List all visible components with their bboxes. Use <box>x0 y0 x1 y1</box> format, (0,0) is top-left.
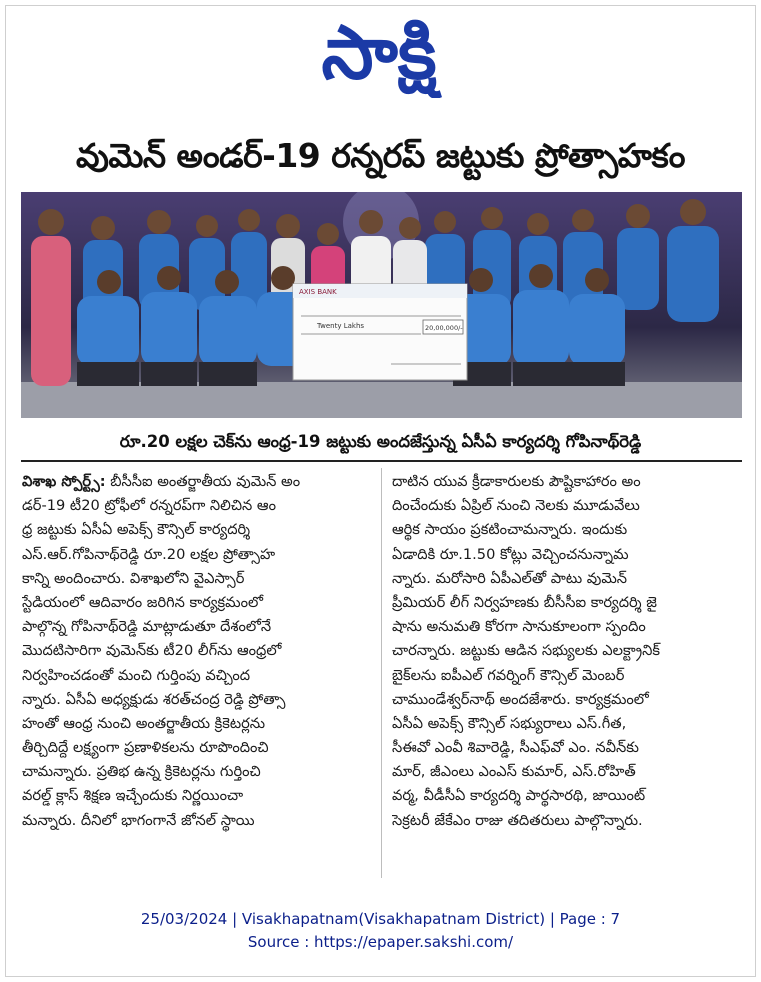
article-column-left <box>22 470 374 833</box>
column-line: కాన్ని అందించారు. విశాఖలోని వైఎస్సార్ <box>22 569 245 587</box>
cheque-amount-figures: 20,00,000/- <box>425 324 463 332</box>
column-line: మొదటిసారిగా వుమెన్‌కు టీ20 లీగ్‌ను ఆంధ్రలో <box>22 642 282 660</box>
column-line: తీర్చిదిద్దే లక్ష్యంగా ప్రణాళికలను రూపొందించి <box>22 739 269 757</box>
column-line: ప్రీమియర్ లీగ్ నిర్వహణకు బీసీసీఐ కార్యదర్శి జై <box>392 593 657 611</box>
cheque <box>293 284 467 380</box>
column-line: మార్, జీఎంలు ఎంఎస్ కుమార్, ఎస్.రోహిత్ <box>392 763 636 781</box>
svg-text:సాక్షి: సాక్షి <box>321 12 437 96</box>
cheque-bank: AXIS BANK <box>299 288 337 296</box>
column-line: ఆర్థిక సాయం ప్రకటించామన్నారు. ఇందుకు <box>392 521 628 539</box>
text: వుమెన్ అండర్-19 రన్నరప్ జట్టుకు ప్రోత్సాహకం <box>76 136 685 175</box>
footer-source[interactable]: Source : https://epaper.sakshi.com/ <box>247 933 514 951</box>
column-line: చామన్నారు. ప్రతిభ ఉన్న క్రికెటర్లను గుర్తించి <box>22 763 261 781</box>
column-line: ఏడాదికి రూ.1.50 కోట్లు వెచ్చించనున్నామ <box>392 545 629 563</box>
column-line: దించేందుకు ఏప్రిల్ నుంచి నెలకు మూడువేలు <box>392 497 640 515</box>
text: రూ.20 లక్షల చెక్‌ను ఆంధ్ర-19 జట్టుకు అందజేస్తున్న ఏసీఏ కార్యదర్శి గోపినాథ్‌రెడ్డి <box>119 432 642 451</box>
cheque-amount-words: Twenty Lakhs <box>317 322 365 330</box>
column-line <box>22 470 374 494</box>
column-line: చాముండేశ్వర్‌నాథ్ అందజేశారు. కార్యక్రమంలో <box>392 690 649 708</box>
column-line: నిర్వహించడంతో మంచి గుర్తింపు వచ్చింద <box>22 666 251 684</box>
article-headline <box>0 136 761 183</box>
column-line: వర్మ, వీడీసీఏ కార్యదర్శి పార్థసారథి, జాయింట్ <box>392 787 646 805</box>
column-line: డర్-19 టీ20 ట్రోఫీలో రన్నరప్‌గా నిలిచిన ఆం <box>22 497 276 515</box>
team-photo <box>21 192 742 418</box>
photo-caption <box>0 432 761 455</box>
dateline: విశాఖ స్పోర్ట్స్: <box>22 473 106 490</box>
column-divider <box>381 468 382 878</box>
column-line: షాను అనుమతి కోరగా సానుకూలంగా స్పందిం <box>392 618 646 636</box>
column-line: ఎస్.ఆర్.గోపినాథ్‌రెడ్డి రూ.20 లక్షల ప్రోత్సాహ <box>22 545 276 563</box>
column-line: స్టేడియంలో ఆదివారం జరిగిన కార్యక్రమంలో <box>22 593 263 611</box>
column-line: న్నారు. ఏసీఏ అధ్యక్షుడు శరత్‌చంద్ర రెడ్డి ప్రోత్సా <box>22 690 286 708</box>
caption-divider <box>21 460 742 462</box>
column-line: సెక్రటరీ జేకేఎం రాజు తదితరులు పాల్గొన్నారు. <box>392 811 643 829</box>
column-line: చారన్నారు. జట్టుకు ఆడిన సభ్యులకు ఎలక్ట్రానిక్ <box>392 642 660 660</box>
column-line: బైక్‌లను ఐపీఎల్ గవర్నింగ్ కౌన్సిల్ మెంబర్ <box>392 666 625 684</box>
column-line: పాల్గొన్న గోపినాథ్‌రెడ్డి మాట్లాడుతూ దేశంలోనే <box>22 618 272 636</box>
line-text: బీసీసీఐ అంతర్జాతీయ వుమెన్ అం <box>105 473 301 490</box>
column-line: దాటిన యువ క్రీడాకారులకు పౌష్టికాహారం అం <box>392 473 641 490</box>
column-line: మన్నారు. దీనిలో భాగంగానే జోనల్ స్థాయి <box>22 811 255 829</box>
column-line: న్నారు. మరోసారి ఏపీఎల్‌తో పాటు వుమెన్ <box>392 569 628 587</box>
column-line: ఏసీఏ అపెక్స్ కౌన్సిల్ సభ్యురాలు ఎస్.గీత, <box>392 714 627 732</box>
footer-dateline: 25/03/2024 | Visakhapatnam(Visakhapatnam District) | Page : 7 <box>140 910 621 928</box>
column-line: వరల్డ్ క్లాస్ శిక్షణ ఇచ్చేందుకు నిర్ణయించా <box>22 787 244 805</box>
column-line: సీఈవో ఎంవీ శివారెడ్డి, సీఎఫ్‌వో ఎం. నవీన్‌కు <box>392 739 639 757</box>
column-line: ధ్ర జట్టుకు ఏసీఏ అపెక్స్ కౌన్సిల్ కార్యదర్శి <box>22 521 251 539</box>
article-column-right <box>392 470 742 833</box>
column-line: హంతో ఆంధ్ర నుంచి అంతర్జాతీయ క్రికెటర్లను <box>22 714 266 732</box>
sakshi-logo <box>274 12 484 98</box>
